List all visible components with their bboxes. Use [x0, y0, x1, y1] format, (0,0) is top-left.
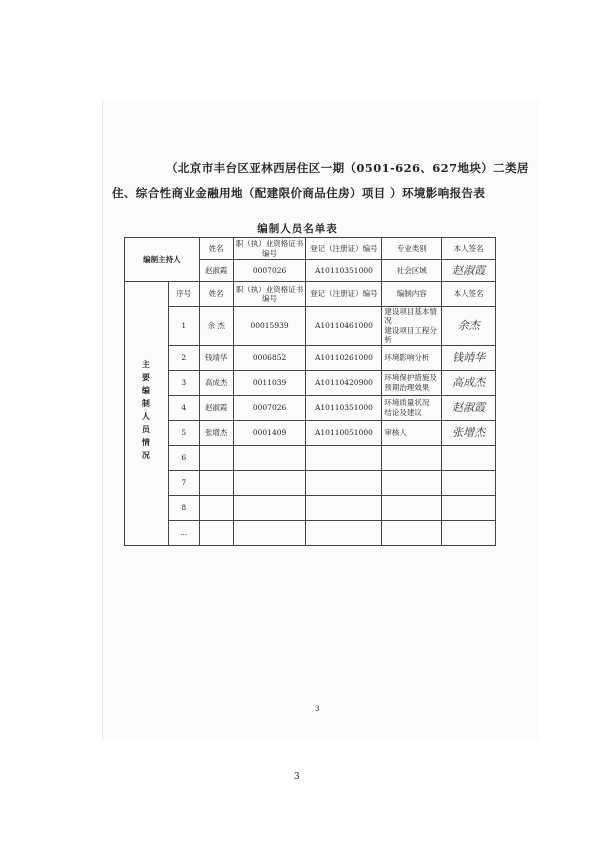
header-category: 专业类别	[382, 238, 442, 260]
host-reg: A10110351000	[306, 260, 382, 282]
row-signature: 高成杰	[442, 370, 496, 395]
table-row	[125, 470, 496, 495]
header-signature: 本人签名	[442, 238, 496, 260]
row-no: 8	[168, 495, 199, 520]
row-reg	[306, 470, 382, 495]
table-row	[125, 445, 496, 470]
row-cert: 0011039	[233, 370, 306, 395]
header-reg: 登记（注册证）编号	[306, 238, 382, 260]
table-row	[125, 520, 496, 545]
table-row	[125, 307, 496, 346]
table-row	[125, 345, 496, 370]
table-row	[125, 420, 496, 445]
row-name: 张增杰	[199, 420, 233, 445]
host-cert: 0007026	[233, 260, 306, 282]
row-signature	[442, 495, 496, 520]
page-number-outer: 3	[294, 772, 300, 782]
row-no: 3	[168, 370, 199, 395]
row-no: 7	[168, 470, 199, 495]
row-no: 5	[168, 420, 199, 445]
row-content: 建设项目基本情况 建设项目工程分析	[382, 307, 442, 346]
row-content: 环境影响分析	[382, 345, 442, 370]
row-signature: 赵淑霞	[442, 395, 496, 420]
row-signature: 余杰	[442, 307, 496, 346]
row-reg: A10110051000	[306, 420, 382, 445]
header-reg: 登记（注册证）编号	[306, 282, 382, 307]
host-name: 赵淑霞	[199, 260, 233, 282]
header-cert: 职（执）业资格证书编号	[233, 238, 306, 260]
row-reg: A10110461000	[306, 307, 382, 346]
staff-roster-table	[124, 237, 496, 546]
table-row	[125, 495, 496, 520]
row-signature	[442, 445, 496, 470]
row-reg	[306, 495, 382, 520]
row-cert: 00015939	[233, 307, 306, 346]
row-content: 审核人	[382, 420, 442, 445]
row-reg: A10110351000	[306, 395, 382, 420]
table-title: 编制人员名单表	[257, 223, 338, 235]
row-no: 6	[168, 445, 199, 470]
header-name: 姓名	[199, 282, 233, 307]
row-content: 环境质量状况 结论及建议	[382, 395, 442, 420]
row-no: …	[168, 520, 199, 545]
row-cert	[233, 445, 306, 470]
host-section-label: 编制主持人	[125, 238, 200, 282]
host-category: 社会区域	[382, 260, 442, 282]
row-name: 钱靖华	[199, 345, 233, 370]
row-cert	[233, 470, 306, 495]
header-content: 编制内容	[382, 282, 442, 307]
row-name: 高成杰	[199, 370, 233, 395]
report-title-line1: （北京市丰台区亚林西居住区一期（0501-626、627地块）二类居	[166, 161, 529, 175]
row-name	[199, 520, 233, 545]
row-reg	[306, 520, 382, 545]
row-cert	[233, 520, 306, 545]
row-cert: 0007026	[233, 395, 306, 420]
report-title-line2: 住、综合性商业金融用地（配建限价商品住房）项目 ）环境影响报告表	[112, 186, 486, 200]
staff-section-label: 主要编制人员情况	[125, 282, 169, 546]
row-signature: 张增杰	[442, 420, 496, 445]
row-cert	[233, 495, 306, 520]
row-content	[382, 445, 442, 470]
table-row	[125, 395, 496, 420]
page-number-inner: 3	[315, 705, 320, 713]
row-content	[382, 495, 442, 520]
row-signature	[442, 470, 496, 495]
row-content: 环境保护措施及预期治理效果	[382, 370, 442, 395]
row-signature: 钱靖华	[442, 345, 496, 370]
host-header-row	[125, 238, 496, 260]
row-signature	[442, 520, 496, 545]
row-name	[199, 445, 233, 470]
row-no: 4	[168, 395, 199, 420]
row-reg: A10110261000	[306, 345, 382, 370]
row-no: 2	[168, 345, 199, 370]
row-cert: 0006852	[233, 345, 306, 370]
row-cert: 0001409	[233, 420, 306, 445]
header-signature: 本人签名	[442, 282, 496, 307]
row-content	[382, 520, 442, 545]
row-content	[382, 470, 442, 495]
header-cert: 职（执）业资格证书编号	[233, 282, 306, 307]
table-row	[125, 370, 496, 395]
row-no: 1	[168, 307, 199, 346]
row-name	[199, 470, 233, 495]
staff-header-row	[125, 282, 496, 307]
header-no: 序号	[168, 282, 199, 307]
row-name: 赵淑霞	[199, 395, 233, 420]
row-name	[199, 495, 233, 520]
header-name: 姓名	[199, 238, 233, 260]
row-reg	[306, 445, 382, 470]
row-reg: A10110420900	[306, 370, 382, 395]
host-signature: 赵淑霞	[442, 260, 496, 282]
row-name: 余 杰	[199, 307, 233, 346]
